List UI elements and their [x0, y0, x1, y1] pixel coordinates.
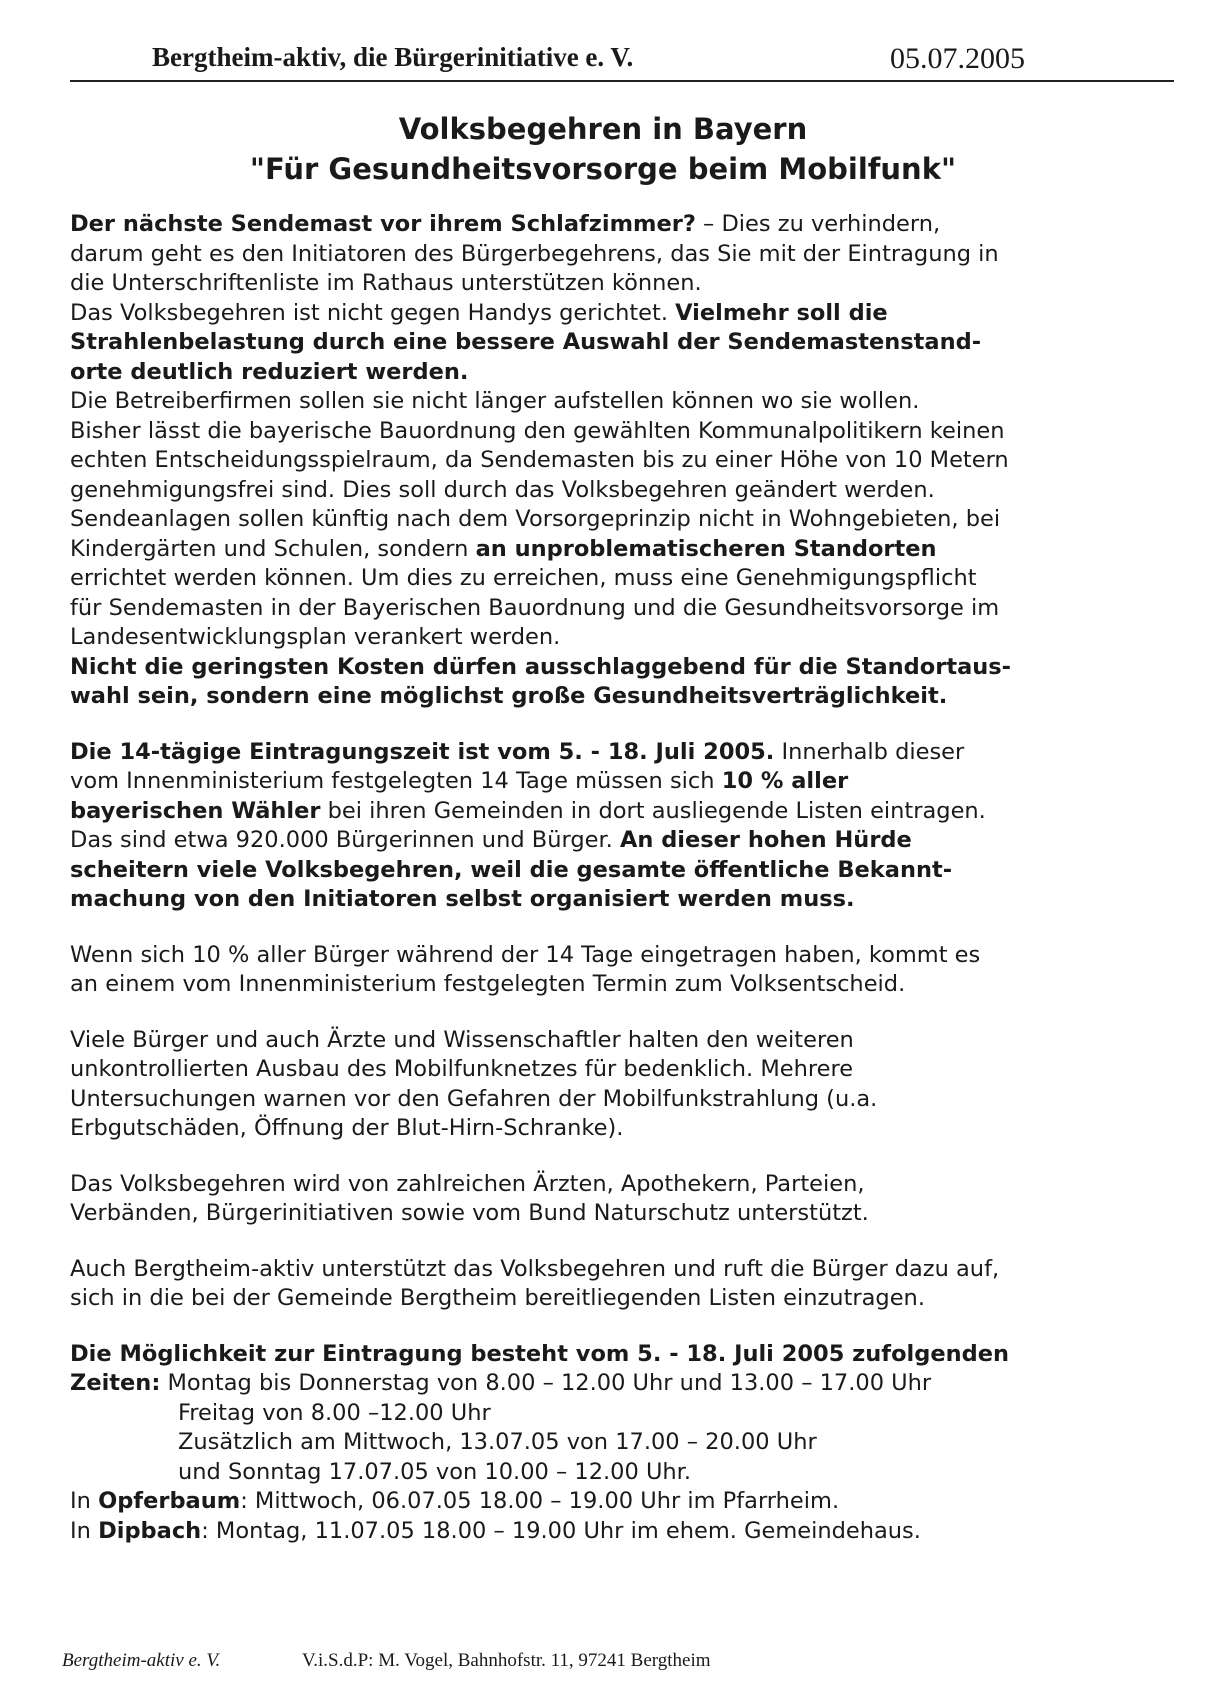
- paragraph-referendum: Wenn sich 10 % aller Bürger während der 14 Tage eingetragen haben, kommt es an einem vom Innenministerium festgelegten Termin zum Volksentscheid.: [70, 941, 981, 997]
- paragraph-schedule: Die Möglichkeit zur Eintragung besteht vom 5. - 18. Juli 2005 zufolgenden Zeiten: Montag bis Donnerstag von 8.00 – 12.00 Uhr und 13.00 – 17.00 Uhr Freitag von 8.00 –12.00 Uhr Zusätzlich am Mittwoch, 13.07.05 von 17.00 – 20.00 Uhr und Sonntag 17.07.05 von 10.00 – 12.00 Uhr. In Opferbaum: Mittwoch, 06.07.05 18.00 – 19.00 Uhr im Pfarrheim. In Dipbach: Montag, 11.07.05 18.00 – 19.00 Uhr im ehem. Gemeindehaus.: [70, 1340, 1010, 1544]
- header-divider: [70, 80, 1174, 82]
- bold-text: Der nächste Sendemast vor ihrem Schlafzimmer?: [70, 211, 696, 237]
- footer: [62, 1650, 711, 1672]
- title-line-1: Volksbegehren in Bayern: [398, 112, 808, 146]
- paragraph-concerns: Viele Bürger und auch Ärzte und Wissenschaftler halten den weiteren unkontrollierten Ausbau des Mobilfunknetzes für bedenklich. Mehrere Untersuchungen warnen vor den Gefahren der Mobilfunkstrahlung (u.a. Erbgutschäden, Öffnung der Blut-Hirn-Schranke).: [70, 1026, 878, 1141]
- footer-imprint: V.i.S.d.P: M. Vogel, Bahnhofstr. 11, 97241 Bergtheim: [302, 1650, 711, 1671]
- paragraph-registration-period: Die 14-tägige Eintragungszeit ist vom 5. - 18. Juli 2005. Innerhalb dieser vom Innenministerium festgelegten 14 Tage müssen sich 10 % aller bayerischen Wähler bei ihren Gemeinden in dort ausliegende Listen eintragen. Das sind etwa 920.000 Bürgerinnen und Bürger. An dieser hohen Hürde scheitern viele Volksbegehren, weil die gesamte öffentliche Bekannt- machung von den Initiatoren selbst organisiert werden muss.: [70, 738, 986, 912]
- paragraph-intro: Der nächste Sendemast vor ihrem Schlafzimmer? – Dies zu verhindern, darum geht es den Initiatoren des Bürgerbegehrens, das Sie mit der Eintragung in die Unterschriftenliste im Rathaus unterstützen können. Das Volksbegehren ist nicht gegen Handys gerichtet. Vielmehr soll die Strahlenbelastung durch eine bessere Auswahl der Sendemastenstand- orte deutlich reduziert werden. Die Betreiberfirmen sollen sie nicht länger aufstellen können wo sie wollen. Bisher lässt die bayerische Bauordnung den gewählten Kommunalpolitikern keinen echten Entscheidungsspielraum, da Sendemasten bis zu einer Höhe von 10 Metern genehmigungsfrei sind. Dies soll durch das Volksbegehren geändert werden. Sendeanlagen sollen künftig nach dem Vorsorgeprinzip nicht in Wohngebieten, bei Kindergärten und Schulen, sondern an unproblematischeren Standorten errichtet werden können. Um dies zu erreichen, muss eine Genehmigungspflicht für Sendemasten in der Bayerischen Bauordnung und die Gesundheitsvorsorge im Landesentwicklungsplan verankert werden. Nicht die geringsten Kosten dürfen ausschlaggebend für die Standortaus- wahl sein, sondern eine möglichst große Gesundheitsverträglichkeit.: [70, 211, 1012, 709]
- paragraph-call-to-action: Auch Bergtheim-aktiv unterstützt das Volksbegehren und ruft die Bürger dazu auf, sich in die bei der Gemeinde Bergtheim bereitliegenden Listen einzutragen.: [70, 1255, 1000, 1311]
- paragraph-supporters: Das Volksbegehren wird von zahlreichen Ärzten, Apothekern, Parteien, Verbänden, Bürgerinitiativen sowie vom Bund Naturschutz unterstützt.: [70, 1170, 869, 1226]
- document-date: 05.07.2005: [890, 42, 1025, 75]
- organization-name: Bergtheim-aktiv, die Bürgerinitiative e. V.: [152, 42, 634, 72]
- document-body: [70, 210, 1180, 1546]
- footer-organization: Bergtheim-aktiv e. V.: [62, 1650, 221, 1671]
- title-line-2: "Für Gesundheitsvorsorge beim Mobilfunk": [249, 152, 957, 186]
